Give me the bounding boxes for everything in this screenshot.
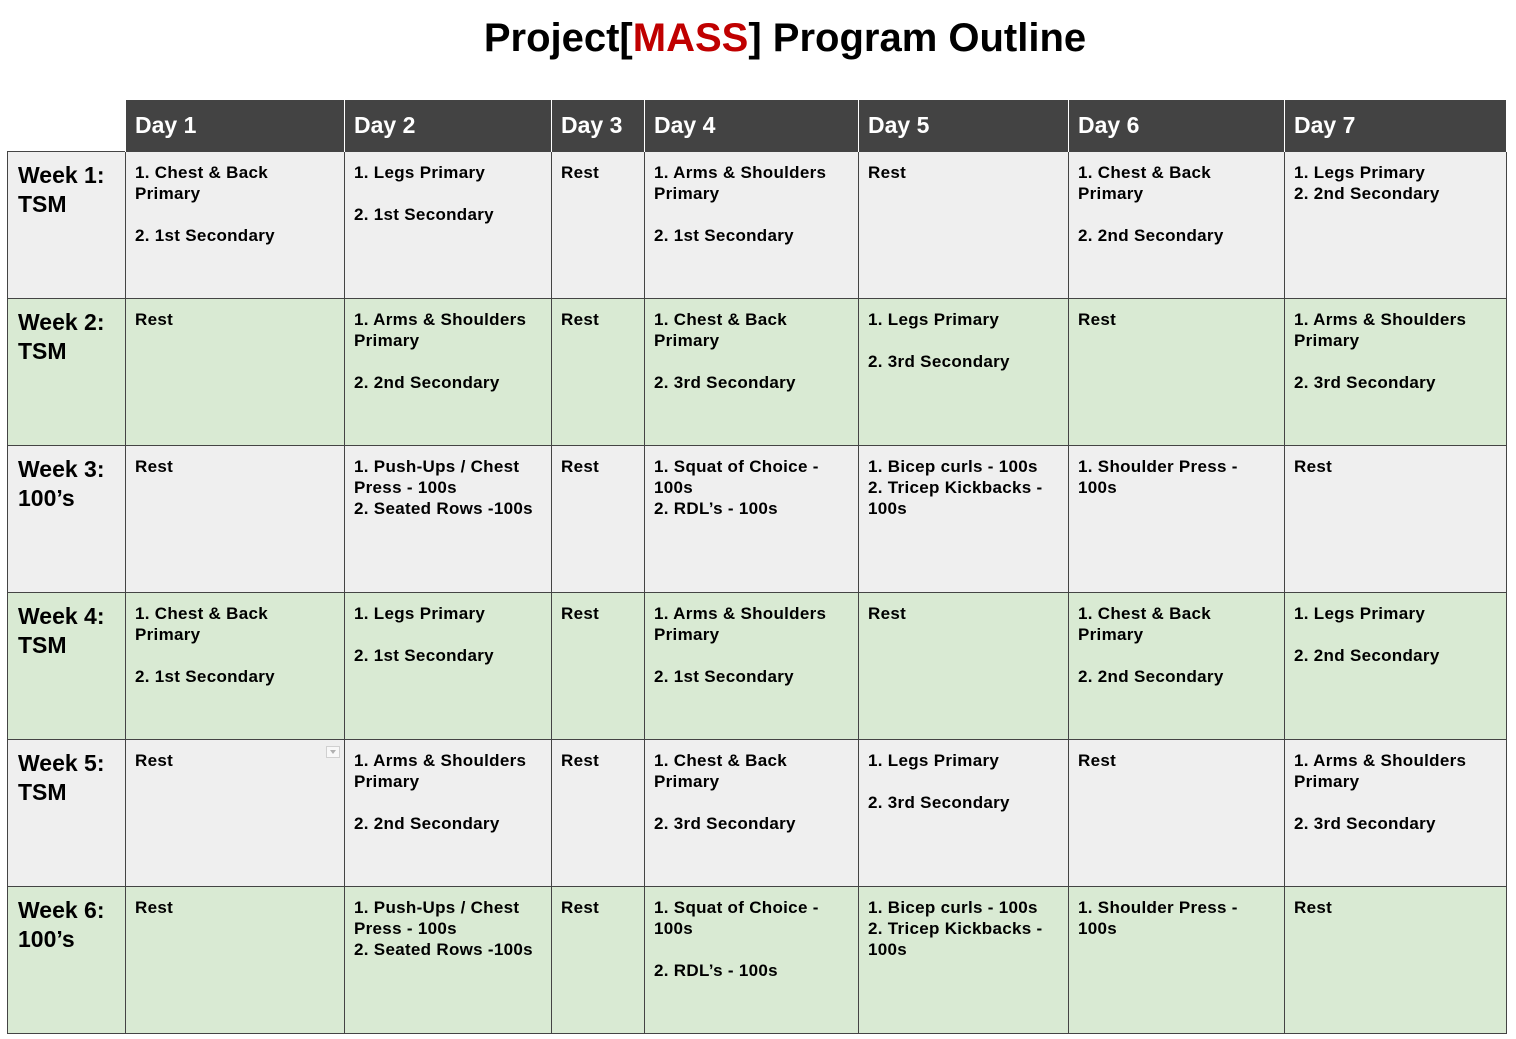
week-label-line: Week 3: (18, 455, 105, 482)
cell-line (354, 351, 541, 372)
workout-cell-week1-day3[interactable] (552, 151, 645, 298)
workout-cell-week4-day5[interactable] (859, 592, 1069, 739)
cell-line: 1. Legs Primary (868, 309, 1000, 329)
day-header-6[interactable]: Day 6 (1069, 100, 1285, 151)
cell-line: Primary (1078, 183, 1144, 203)
week-rows (8, 151, 1507, 1033)
cell-line: 2. 2nd Secondary (1294, 645, 1440, 665)
cell-line: 1. Arms & Shoulders (354, 309, 527, 329)
cell-line: 1. Squat of Choice - (654, 897, 819, 917)
workout-cell-week2-day6[interactable] (1069, 298, 1285, 445)
workout-cell-week2-day7[interactable] (1285, 298, 1507, 445)
cell-line (354, 624, 541, 645)
workout-cell-week6-day5[interactable] (859, 886, 1069, 1033)
week-label-6[interactable] (8, 886, 126, 1033)
cell-line: Rest (1294, 456, 1333, 476)
week-label-line: Week 6: (18, 896, 105, 923)
cell-line: Primary (1294, 330, 1360, 350)
week-label-line: TSM (18, 190, 67, 217)
cell-line: Rest (1294, 897, 1333, 917)
cell-line: 2. 3rd Secondary (1294, 372, 1436, 392)
cell-dropdown-icon[interactable] (326, 746, 340, 758)
workout-cell-week2-day4[interactable] (645, 298, 859, 445)
cell-line: 1. Chest & Back (135, 162, 268, 182)
cell-line: Rest (868, 603, 907, 623)
cell-line: Primary (654, 183, 720, 203)
cell-line (654, 351, 848, 372)
workout-cell-week2-day3[interactable] (552, 298, 645, 445)
cell-line: 2. 1st Secondary (654, 225, 794, 245)
workout-cell-week1-day1[interactable] (126, 151, 345, 298)
week-label-line: TSM (18, 337, 67, 364)
week-row-3 (8, 445, 1507, 592)
workout-cell-week1-day5[interactable] (859, 151, 1069, 298)
cell-line: 1. Legs Primary (1294, 603, 1426, 623)
workout-cell-week3-day7[interactable] (1285, 445, 1507, 592)
week-row-6 (8, 886, 1507, 1033)
week-label-line: Week 5: (18, 749, 105, 776)
cell-line (654, 939, 848, 960)
cell-line: 2. 1st Secondary (135, 225, 275, 245)
cell-line: 2. 2nd Secondary (1078, 225, 1224, 245)
workout-cell-week5-day5[interactable] (859, 739, 1069, 886)
week-label-1[interactable] (8, 151, 126, 298)
cell-line: Rest (135, 897, 174, 917)
week-label-line: TSM (18, 778, 67, 805)
cell-line: 1. Squat of Choice - (654, 456, 819, 476)
workout-cell-week1-day4[interactable] (645, 151, 859, 298)
cell-line (654, 645, 848, 666)
workout-cell-week6-day3[interactable] (552, 886, 645, 1033)
cell-line: Primary (354, 330, 420, 350)
week-label-5[interactable] (8, 739, 126, 886)
workout-cell-week3-day4[interactable] (645, 445, 859, 592)
cell-line: 1. Legs Primary (354, 603, 486, 623)
workout-cell-week5-day6[interactable] (1069, 739, 1285, 886)
cell-line: 2. 1st Secondary (654, 666, 794, 686)
day-header-3[interactable]: Day 3 (552, 100, 645, 151)
cell-line: 2. 3rd Secondary (868, 792, 1010, 812)
workout-cell-week6-day1[interactable] (126, 886, 345, 1033)
cell-line: 100s (654, 918, 694, 938)
week-row-4 (8, 592, 1507, 739)
workout-cell-week5-day7[interactable] (1285, 739, 1507, 886)
workout-cell-week3-day3[interactable] (552, 445, 645, 592)
cell-line: 2. 3rd Secondary (654, 372, 796, 392)
cell-line: Rest (135, 309, 174, 329)
week-label-line: 100’s (18, 925, 75, 952)
cell-line: 1. Arms & Shoulders (654, 603, 827, 623)
cell-line: 2. Seated Rows -100s (354, 498, 533, 518)
title-suffix: ] Program Outline (748, 16, 1087, 60)
cell-line: Primary (1078, 624, 1144, 644)
week-row-1 (8, 151, 1507, 298)
program-table (7, 100, 1507, 1034)
title-prefix: Project[ (483, 16, 633, 60)
cell-line (654, 204, 848, 225)
cell-line: Press - 100s (354, 918, 457, 938)
week-label-2[interactable] (8, 298, 126, 445)
cell-line: 1. Push-Ups / Chest (354, 897, 520, 917)
cell-line: 2. 1st Secondary (354, 204, 494, 224)
page-title (0, 14, 1516, 62)
cell-line: 2. Tricep Kickbacks - (868, 477, 1043, 497)
workout-cell-week2-day5[interactable] (859, 298, 1069, 445)
day-header-1[interactable]: Day 1 (126, 100, 345, 151)
workout-cell-week3-day6[interactable] (1069, 445, 1285, 592)
cell-line: Rest (135, 750, 174, 770)
cell-line: Primary (654, 624, 720, 644)
cell-line: Rest (868, 162, 907, 182)
cell-line (354, 183, 541, 204)
week-row-5 (8, 739, 1507, 886)
cell-line (868, 330, 1058, 351)
cell-line: 1. Arms & Shoulders (654, 162, 827, 182)
cell-line (135, 204, 334, 225)
week-row-2 (8, 298, 1507, 445)
cell-line: 1. Arms & Shoulders (1294, 309, 1467, 329)
cell-line: Rest (561, 309, 600, 329)
cell-line: 1. Chest & Back (654, 750, 787, 770)
cell-line: 1. Legs Primary (1294, 162, 1426, 182)
cell-line: Press - 100s (354, 477, 457, 497)
cell-line: Rest (561, 750, 600, 770)
cell-line (135, 645, 334, 666)
cell-line: Rest (561, 603, 600, 623)
cell-line: 1. Bicep curls - 100s (868, 456, 1038, 476)
workout-cell-week1-day7[interactable] (1285, 151, 1507, 298)
cell-line (1078, 645, 1274, 666)
day-header-2[interactable]: Day 2 (345, 100, 552, 151)
cell-line: 100s (654, 477, 694, 497)
cell-line: Rest (561, 456, 600, 476)
workout-cell-week5-day4[interactable] (645, 739, 859, 886)
cell-line: 2. Seated Rows -100s (354, 939, 533, 959)
workout-cell-week5-day1[interactable] (126, 739, 345, 886)
workout-cell-week5-day3[interactable] (552, 739, 645, 886)
cell-line: 1. Arms & Shoulders (1294, 750, 1467, 770)
cell-line: 2. RDL’s - 100s (654, 498, 778, 518)
cell-line: 1. Shoulder Press - (1078, 897, 1238, 917)
cell-line: 2. 2nd Secondary (354, 813, 500, 833)
week-label-4[interactable] (8, 592, 126, 739)
title-accent: MASS (632, 16, 749, 60)
workout-cell-week6-day2[interactable] (345, 886, 552, 1033)
workout-cell-week4-day1[interactable] (126, 592, 345, 739)
workout-cell-week2-day2[interactable] (345, 298, 552, 445)
cell-line: 2. 1st Secondary (135, 666, 275, 686)
week-label-line: Week 2: (18, 308, 105, 335)
cell-line: Primary (354, 771, 420, 791)
cell-line (354, 792, 541, 813)
cell-line: Rest (561, 897, 600, 917)
cell-line (1294, 624, 1496, 645)
week-label-line: 100’s (18, 484, 75, 511)
workout-cell-week1-day2[interactable] (345, 151, 552, 298)
week-label-line: TSM (18, 631, 67, 658)
cell-line: 1. Legs Primary (868, 750, 1000, 770)
week-label-3[interactable] (8, 445, 126, 592)
cell-line: 2. 2nd Secondary (354, 372, 500, 392)
cell-line: 2. RDL’s - 100s (654, 960, 778, 980)
cell-line: Primary (654, 771, 720, 791)
cell-line: Rest (1078, 309, 1117, 329)
week-label-line: Week 4: (18, 602, 105, 629)
cell-line: 1. Chest & Back (1078, 603, 1211, 623)
workout-cell-week1-day6[interactable] (1069, 151, 1285, 298)
cell-line: Primary (135, 624, 201, 644)
workout-cell-week4-day2[interactable] (345, 592, 552, 739)
cell-line: 2. Tricep Kickbacks - (868, 918, 1043, 938)
cell-line (1078, 204, 1274, 225)
cell-line: Rest (135, 456, 174, 476)
cell-line: 1. Arms & Shoulders (354, 750, 527, 770)
day-header-7[interactable]: Day 7 (1285, 100, 1507, 151)
cell-line: 1. Bicep curls - 100s (868, 897, 1038, 917)
workout-cell-week4-day3[interactable] (552, 592, 645, 739)
cell-line (868, 771, 1058, 792)
cell-line: 1. Chest & Back (654, 309, 787, 329)
cell-line: 1. Push-Ups / Chest (354, 456, 520, 476)
workout-cell-week3-day5[interactable] (859, 445, 1069, 592)
day-header-4[interactable]: Day 4 (645, 100, 859, 151)
workout-cell-week6-day6[interactable] (1069, 886, 1285, 1033)
workout-cell-week5-day2[interactable] (345, 739, 552, 886)
week-label-line: Week 1: (18, 161, 105, 188)
cell-line (654, 792, 848, 813)
cell-line: 100s (1078, 918, 1118, 938)
cell-line (1294, 351, 1496, 372)
cell-line: 1. Shoulder Press - (1078, 456, 1238, 476)
workout-cell-week4-day6[interactable] (1069, 592, 1285, 739)
cell-line: Primary (135, 183, 201, 203)
cell-line: 1. Chest & Back (1078, 162, 1211, 182)
workout-cell-week2-day1[interactable] (126, 298, 345, 445)
cell-line: 1. Legs Primary (354, 162, 486, 182)
cell-line: 2. 2nd Secondary (1294, 183, 1440, 203)
day-header-5[interactable]: Day 5 (859, 100, 1069, 151)
cell-line: 2. 1st Secondary (354, 645, 494, 665)
cell-line: 100s (1078, 477, 1118, 497)
workout-cell-week4-day4[interactable] (645, 592, 859, 739)
cell-line: 2. 3rd Secondary (868, 351, 1010, 371)
cell-line: Rest (561, 162, 600, 182)
cell-line: 2. 3rd Secondary (654, 813, 796, 833)
cell-line: 100s (868, 498, 908, 518)
cell-line: 2. 3rd Secondary (1294, 813, 1436, 833)
workout-cell-week6-day4[interactable] (645, 886, 859, 1033)
cell-line: Primary (1294, 771, 1360, 791)
cell-line: Primary (654, 330, 720, 350)
corner-cell (8, 100, 126, 151)
cell-line: 100s (868, 939, 908, 959)
header-row (8, 100, 1507, 151)
workout-cell-week3-day1[interactable] (126, 445, 345, 592)
workout-cell-week3-day2[interactable] (345, 445, 552, 592)
workout-cell-week4-day7[interactable] (1285, 592, 1507, 739)
cell-line (1294, 792, 1496, 813)
cell-line: Rest (1078, 750, 1117, 770)
workout-cell-week6-day7[interactable] (1285, 886, 1507, 1033)
cell-line: 2. 2nd Secondary (1078, 666, 1224, 686)
cell-line: 1. Chest & Back (135, 603, 268, 623)
